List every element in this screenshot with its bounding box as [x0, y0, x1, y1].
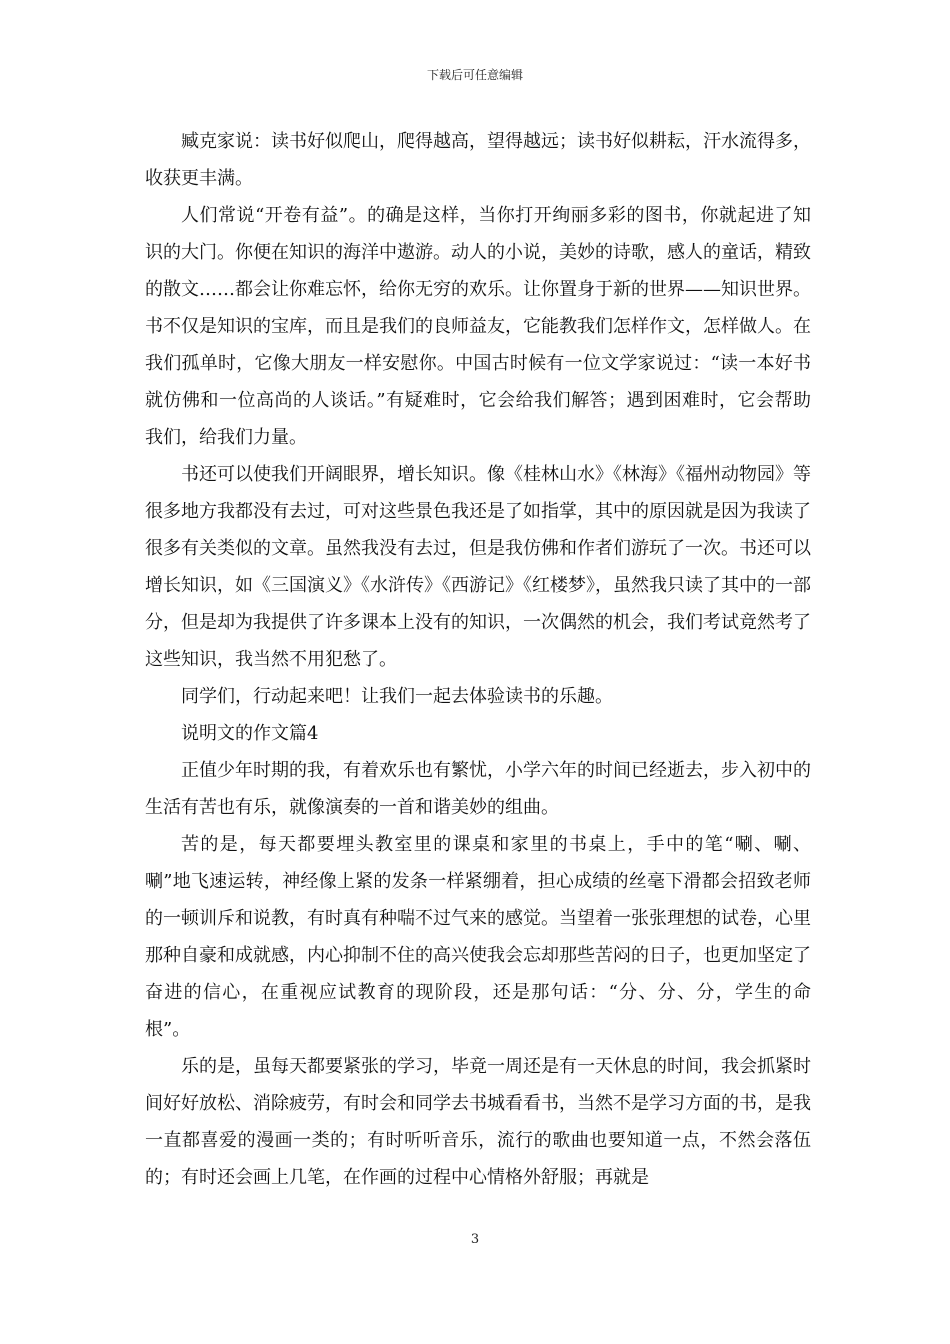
- section-title: 说明文的作文篇4: [181, 723, 319, 744]
- page-header: 下载后可任意编辑: [426, 68, 523, 82]
- paragraph: 同学们，行动起来吧！让我们一起去体验读书的乐趣。: [181, 686, 613, 707]
- page-number: 3: [470, 1232, 480, 1247]
- document-body: [145, 123, 811, 1196]
- paragraph: 苦的是，每天都要埋头教室里的课桌和家里的书桌上，手中的笔“唰、唰、唰”地飞速运转，神经像上紧的发条一样紧绷着，担心成绩的丝毫下滑都会招致老师的一顿训斥和说教，有时真有种喘不过气来的感觉。当望着一张张理想的试卷，心里那种自豪和成就感，内心抑制不住的高兴使我会忘却那些苦闷的日子，也更加坚定了奋进的信心，在重视应试教育的现阶段，还是那句话：“分、分、分，学生的命根”。: [145, 834, 811, 1040]
- paragraph: 正值少年时期的我，有着欢乐也有繁忧，小学六年的时间已经逝去，步入初中的生活有苦也有乐，就像演奏的一首和谐美妙的组曲。: [145, 760, 811, 818]
- paragraph: 人们常说“开卷有益”。的确是这样，当你打开绚丽多彩的图书，你就起进了知识的大门。你便在知识的海洋中遨游。动人的小说，美妙的诗歌，感人的童话，精致的散文……都会让你难忘怀，给你无穷的欢乐。让你置身于新的世界——知识世界。书不仅是知识的宝库，而且是我们的良师益友，它能教我们怎样作文，怎样做人。在我们孤单时，它像大朋友一样安慰你。中国古时候有一位文学家说过：“读一本好书就仿佛和一位高尚的人谈话。”有疑难时，它会给我们解答；遇到困难时，它会帮助我们，给我们力量。: [145, 205, 811, 448]
- paragraph: 书还可以使我们开阔眼界，增长知识。像《桂林山水》《林海》《福州动物园》等很多地方我都没有去过，可对这些景色我还是了如指掌，其中的原因就是因为我读了很多有关类似的文章。虽然我没有去过，但是我仿佛和作者们游玩了一次。书还可以增长知识，如《三国演义》《水浒传》《西游记》《红楼梦》，虽然我只读了其中的一部分，但是却为我提供了许多课本上没有的知识，一次偶然的机会，我们考试竟然考了这些知识，我当然不用犯愁了。: [145, 464, 811, 670]
- paragraph: 乐的是，虽每天都要紧张的学习，毕竟一周还是有一天休息的时间，我会抓紧时间好好放松、消除疲劳，有时会和同学去书城看看书，当然不是学习方面的书，是我一直都喜爱的漫画一类的；有时听听音乐，流行的歌曲也要知道一点，不然会落伍的；有时还会画上几笔，在作画的过程中心情格外舒服；再就是: [145, 1056, 811, 1188]
- paragraph: 臧克家说：读书好似爬山，爬得越高，望得越远；读书好似耕耘，汗水流得多，收获更丰满。: [145, 131, 811, 189]
